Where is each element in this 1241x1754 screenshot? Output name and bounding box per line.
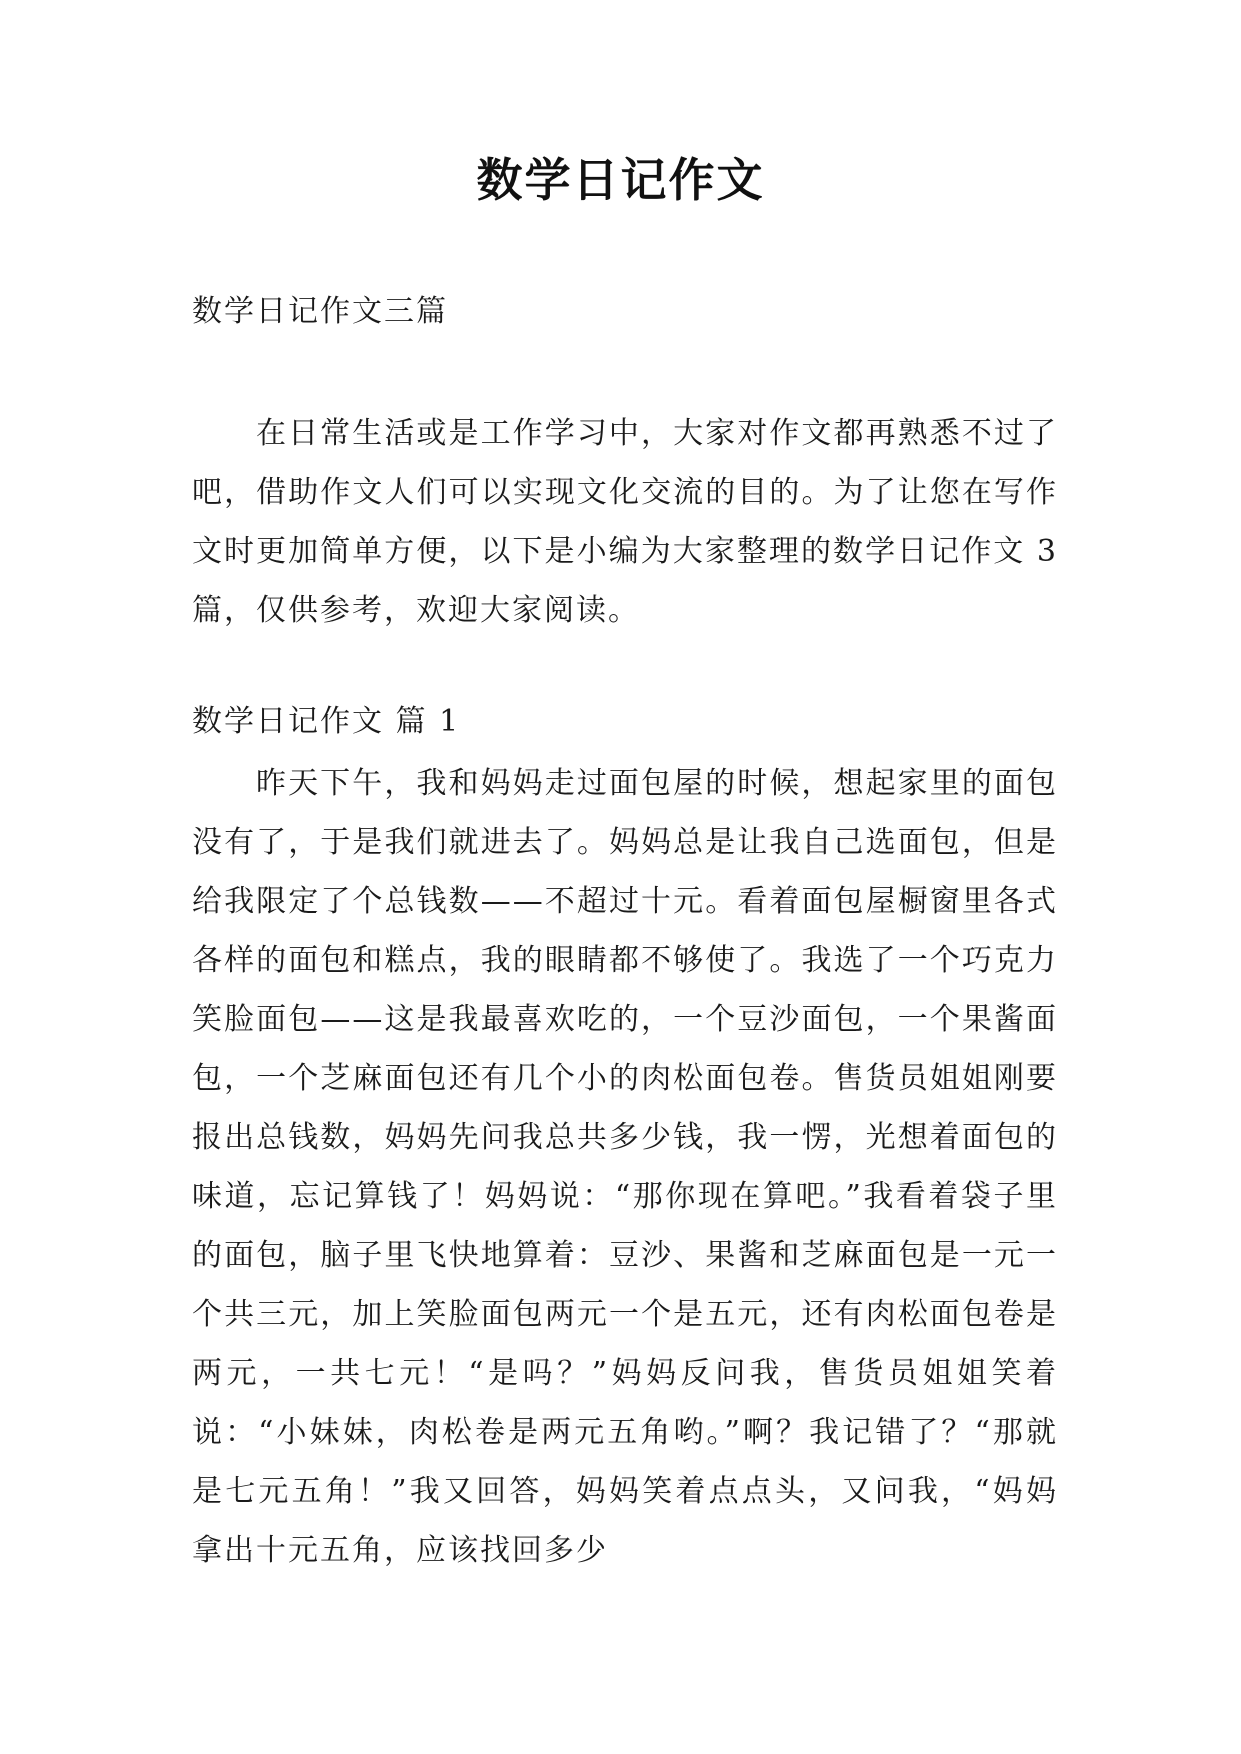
document-title: 数学日记作文 <box>476 153 765 207</box>
section-heading: 数学日记作文 篇 1 <box>192 704 461 739</box>
section-body-paragraph: 昨天下午，我和妈妈走过面包屋的时候，想起家里的面包没有了，于是我们就进去了。妈妈总是让我自己选面包，但是给我限定了个总钱数——不超过十元。看着面包屋橱窗里各式各样的面包和糕点，我的眼睛都不够使了。我选了一个巧克力笑脸面包——这是我最喜欢吃的，一个豆沙面包，一个果酱面包，一个芝麻面包还有几个小的肉松面包卷。售货员姐姐刚要报出总钱数，妈妈先问我总共多少钱，我一愣，光想着面包的味道，忘记算钱了！妈妈说：“那你现在算吧。”我看着袋子里的面包，脑子里飞快地算着：豆沙、果酱和芝麻面包是一元一个共三元，加上笑脸面包两元一个是五元，还有肉松面包卷是两元，一共七元！“是吗？”妈妈反问我，售货员姐姐笑着说：“小妹妹，肉松卷是两元五角哟。”啊？我记错了？“那就是七元五角！”我又回答，妈妈笑着点点头，又问我，“妈妈拿出十元五角，应该找回多少 <box>192 766 1058 1568</box>
intro-paragraph: 在日常生活或是工作学习中，大家对作文都再熟悉不过了吧，借助作文人们可以实现文化交流的目的。为了让您在写作文时更加简单方便，以下是小编为大家整理的数学日记作文 3 篇，仅供参考，欢迎大家阅读。 <box>192 416 1058 628</box>
document-subtitle: 数学日记作文三篇 <box>192 294 448 329</box>
